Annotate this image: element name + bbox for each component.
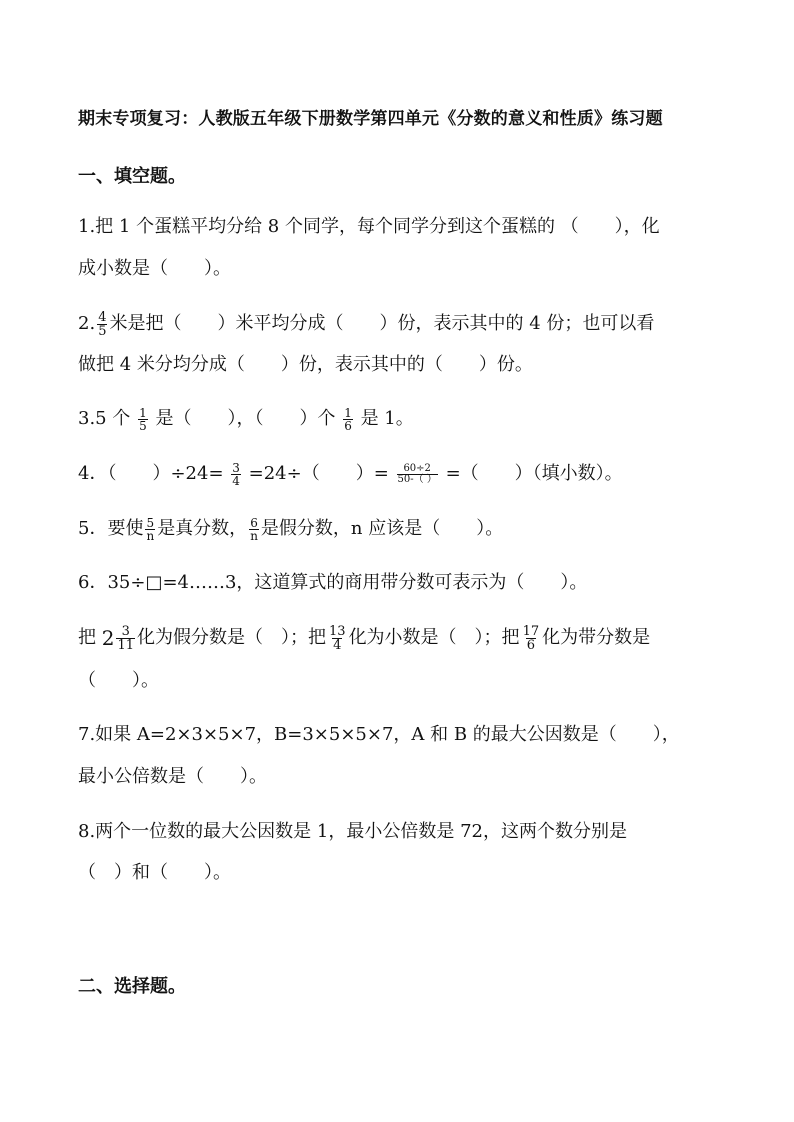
question-5-part-c: 是假分数，n 应该是（ ）。 xyxy=(260,518,504,539)
question-4 xyxy=(78,459,623,489)
question-4-part-c: =（ ）（填小数）。 xyxy=(445,463,623,484)
fraction-denominator: 11 xyxy=(117,637,135,653)
page-title: 期末专项复习：人教版五年级下册数学第四单元《分数的意义和性质》练习题 xyxy=(78,109,663,129)
fraction-numerator: 1 xyxy=(344,405,352,420)
question-2-number: 2. xyxy=(78,313,96,334)
question-4-part-b: =24÷（ ）= xyxy=(248,463,389,484)
question-1-line-1: 1.把 1 个蛋糕平均分给 8 个同学，每个同学分到这个蛋糕的 （ ），化 xyxy=(78,216,660,237)
question-3-part-a: 3.5 个 xyxy=(78,408,131,429)
fraction-5-n xyxy=(145,517,155,542)
fraction-1-5 xyxy=(138,407,148,432)
fraction-3-4 xyxy=(231,462,241,487)
fraction-numerator: 17 xyxy=(522,623,540,639)
fraction-denominator: 6 xyxy=(526,637,535,653)
fraction-numerator: 5 xyxy=(146,515,155,530)
fraction-4-5 xyxy=(97,311,107,338)
question-6b-part-a: 把 xyxy=(78,627,96,648)
fraction-17-6 xyxy=(522,625,541,652)
fraction-denominator: n xyxy=(146,528,155,543)
question-6b-part-b: 化为假分数是（ ）；把 xyxy=(137,627,327,648)
question-5 xyxy=(78,514,503,544)
fraction-denominator: 5 xyxy=(98,323,107,339)
question-6b-line-2: （ ）。 xyxy=(78,670,159,691)
question-7-line-2: 最小公倍数是（ ）。 xyxy=(78,766,267,787)
fraction-denominator: 5 xyxy=(139,418,147,433)
question-6b-part-d: 化为带分数是 xyxy=(542,627,651,648)
fraction-numerator: 1 xyxy=(139,405,147,420)
question-4-part-a: 4．（ ）÷24= xyxy=(78,463,224,484)
question-7-line-1: 7.如果 A=2×3×5×7，B=3×5×5×7，A 和 B 的最大公因数是（ ）， xyxy=(78,724,680,745)
mixed-number-whole: 2 xyxy=(101,626,115,650)
question-8-line-2: （ ）和（ ）。 xyxy=(78,862,231,883)
question-2-text: 米是把（ ）米平均分成（ ）份，表示其中的 4 份；也可以看 xyxy=(109,313,655,334)
fraction-denominator: 6 xyxy=(344,418,352,433)
fraction-3-11 xyxy=(116,625,135,652)
question-3 xyxy=(78,404,414,434)
fraction-13-4 xyxy=(328,625,347,652)
question-6b-part-c: 化为小数是（ ）；把 xyxy=(348,627,520,648)
fraction-denominator: n xyxy=(250,528,258,543)
fraction-numerator: 6 xyxy=(250,515,258,530)
fraction-denominator: 4 xyxy=(232,473,240,488)
fraction-6-n xyxy=(249,517,259,542)
question-2-line-2: 做把 4 米分均分成（ ）份，表示其中的（ ）份。 xyxy=(78,354,533,375)
fraction-numerator: 3 xyxy=(121,623,130,639)
fraction-numerator: 3 xyxy=(232,460,240,475)
fraction-denominator: 50-（ ） xyxy=(397,473,437,485)
fraction-denominator: 4 xyxy=(333,637,342,653)
question-5-part-b: 是真分数， xyxy=(157,518,248,539)
question-5-part-a: 5．要使 xyxy=(78,518,144,539)
question-8-line-1: 8.两个一位数的最大公因数是 1，最小公倍数是 72，这两个数分别是 xyxy=(78,821,627,842)
section-heading-multiple-choice: 二、选择题。 xyxy=(78,976,186,997)
fraction-numerator: 13 xyxy=(329,623,346,639)
question-2-line-1 xyxy=(78,309,654,339)
section-heading-fill-blank: 一、填空题。 xyxy=(78,166,186,187)
fraction-60div2 xyxy=(397,464,438,485)
question-6: 6．35÷□=4……3，这道算式的商用带分数可表示为（ ）。 xyxy=(78,572,588,593)
question-3-part-b: 是（ ），（ ）个 xyxy=(155,408,336,429)
fraction-numerator: 4 xyxy=(98,309,107,325)
question-1-line-2: 成小数是（ ）。 xyxy=(78,258,231,279)
fraction-1-6 xyxy=(343,407,353,432)
question-6b-line-1 xyxy=(78,623,650,653)
question-3-part-c: 是 1。 xyxy=(360,408,414,429)
fraction-numerator: 60÷2 xyxy=(403,462,431,474)
